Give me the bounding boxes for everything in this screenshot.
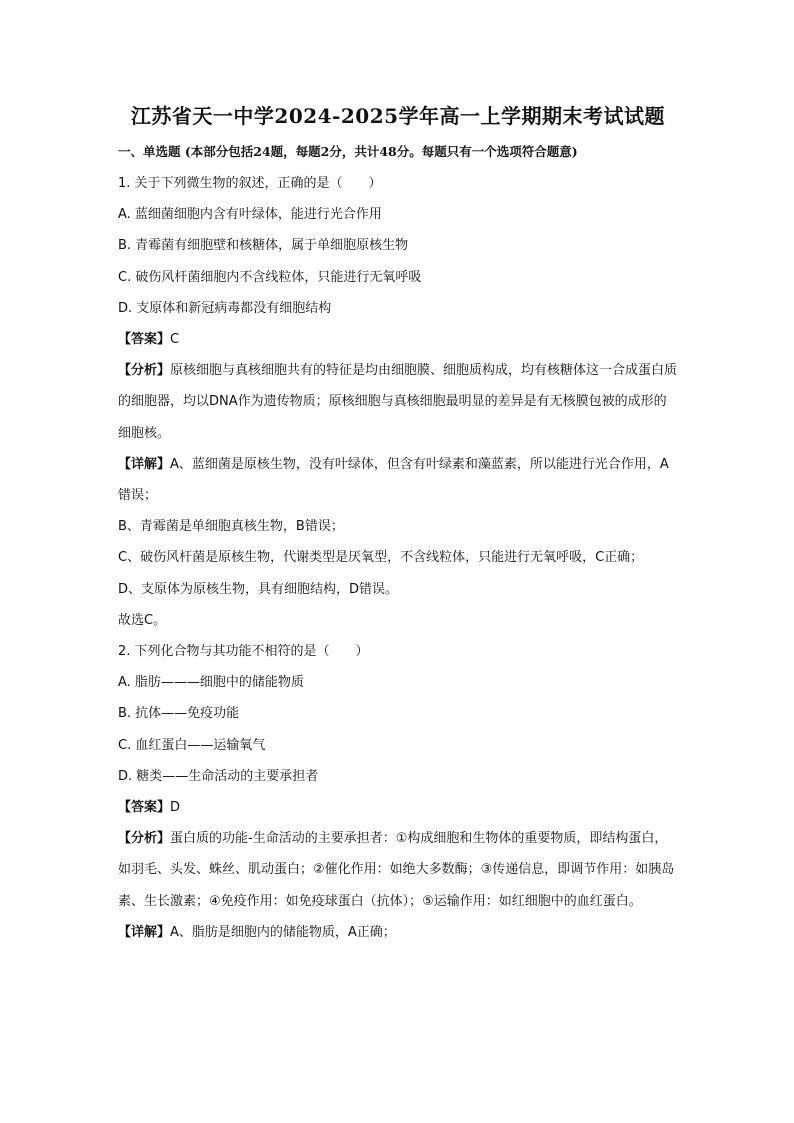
answer-value: C [170,332,180,348]
answer-tag: 【答案】 [118,332,171,348]
analysis-text: 原核细胞与真核细胞共有的特征是均由细胞膜、细胞质构成，均有核糖体这一合成蛋白质的细胞器，均以DNA作为遗传物质；原核细胞与真核细胞最明显的差异是有无核膜包被的成形的细胞核。 [118,363,678,441]
detail-line: B、青霉菌是单细胞真核生物，B错误； [118,519,344,535]
answer-value: D [170,800,181,816]
detail-paragraph [118,917,678,948]
page-title: 江苏省天一中学2024-2025学年高一上学期期末考试试题 [130,104,666,128]
question-stem: 1. 关于下列微生物的叙述，正确的是（ ） [118,176,382,191]
option-b: B. 青霉菌有细胞壁和核糖体，属于单细胞原核生物 [118,238,409,254]
detail-text: A、蓝细菌是原核生物，没有叶绿体，但含有叶绿素和藻蓝素，所以能进行光合作用，A错误； [118,456,669,504]
option-c: C. 破伤风杆菌细胞内不含线粒体，只能进行无氧呼吸 [118,269,422,285]
option-d: D. 糖类——生命活动的主要承担者 [118,768,319,784]
detail-tag: 【详解】 [118,924,171,940]
detail-tag: 【详解】 [118,456,171,472]
conclusion-line: 故选C。 [118,612,167,628]
answer-line [118,792,678,823]
question-stem: 2. 下列化合物与其功能不相符的是（ ） [118,644,369,660]
detail-line: C、破伤风杆菌是原核生物，代谢类型是厌氧型，不含线粒体，只能进行无氧呼吸，C正确； [118,550,644,566]
analysis-text: 蛋白质的功能-生命活动的主要承担者：①构成细胞和生物体的重要物质，即结构蛋白，如羽毛、头发、蛛丝、肌动蛋白；②催化作用：如绝大多数酶；③传递信息，即调节作用：如胰岛素、生长激素；④免疫作用：如免疫球蛋白（抗体）；⑤运输作用：如红细胞中的血红蛋白。 [118,831,675,909]
analysis-paragraph [118,823,678,917]
analysis-paragraph [118,355,678,449]
option-c: C. 血红蛋白——运输氧气 [118,737,266,753]
detail-line: D、支原体为原核生物，具有细胞结构，D错误。 [118,581,399,597]
option-a: A. 脂肪———细胞中的储能物质 [118,675,304,691]
section-heading: 一、单选题 (本部分包括24题，每题2分，共计48分。每题只有一个选项符合题意) [118,144,578,159]
question-1 [118,168,678,636]
analysis-tag: 【分析】 [118,363,171,379]
question-2 [118,636,678,948]
document-page [118,100,678,948]
answer-tag: 【答案】 [118,800,171,816]
detail-text: A、脂肪是细胞内的储能物质，A正确； [170,924,396,940]
detail-paragraph [118,449,678,511]
option-b: B. 抗体——免疫功能 [118,706,240,722]
answer-line [118,324,678,355]
analysis-tag: 【分析】 [118,831,171,847]
option-a: A. 蓝细菌细胞内含有叶绿体，能进行光合作用 [118,207,382,223]
option-d: D. 支原体和新冠病毒都没有细胞结构 [118,300,332,316]
